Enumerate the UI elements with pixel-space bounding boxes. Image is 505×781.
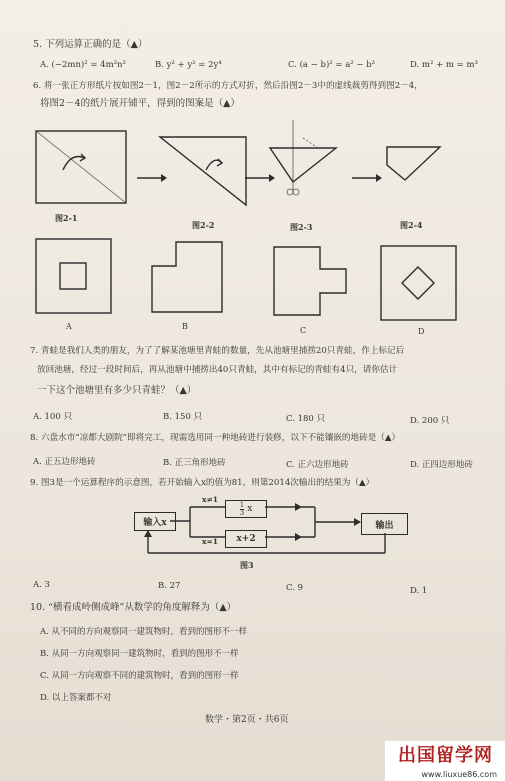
watermark-title: 出国留学网 — [398, 745, 493, 766]
q9-option-d[interactable]: D. 1 — [410, 586, 428, 596]
answer-label-c: C — [300, 326, 307, 335]
q9-option-b[interactable]: B. 27 — [158, 581, 181, 591]
op-top-variable: x — [247, 504, 253, 514]
q9-stem: 9. 图3是一个运算程序的示意图，若开始输入x的值为81，则第2014次输出的结果为（▲） — [30, 478, 375, 488]
q5-option-c[interactable]: C. (a − b)² = a² − b² — [288, 60, 376, 70]
q7-option-c[interactable]: C. 180 只 — [286, 414, 326, 424]
q9-option-c[interactable]: C. 9 — [286, 583, 304, 593]
q10-option-a[interactable]: A. 从不同的方向观察同一建筑物时，看到的图形不一样 — [40, 627, 248, 637]
flow-op-bottom-box: x+2 — [225, 530, 267, 548]
q9-option-a[interactable]: A. 3 — [33, 580, 50, 590]
figure-2-4 — [385, 145, 445, 185]
caption-fig-2-2: 图2-2 — [192, 220, 215, 230]
op-top-numerator: 1 — [239, 500, 245, 509]
answer-label-d: D — [418, 327, 425, 336]
q7-line1: 7. 青蛙是我们人类的朋友，为了了解某池塘里青蛙的数量，先从池塘里捕捞20只青蛙，作上标记后 — [30, 346, 405, 356]
q8-stem: 8. 六盘水市“凉都大剧院”即将完工，现需选用同一种地砖进行装修，以下不能镶嵌的地砖是（▲） — [30, 433, 401, 443]
q7-option-b[interactable]: B. 150 只 — [163, 412, 203, 422]
q10-option-b[interactable]: B. 从同一方向观察同一建筑物时，看到的图形不一样 — [40, 649, 239, 659]
figure-2-2 — [158, 135, 253, 210]
q10-stem: 10. “横看成岭侧成峰”从数学的角度解释为（▲） — [30, 602, 237, 613]
q7-option-a[interactable]: A. 100 只 — [33, 412, 72, 422]
answer-figure-c[interactable] — [272, 245, 352, 320]
q6-stem-line2: 将图2－4的纸片展开铺平，得到的图案是（▲） — [40, 98, 240, 109]
answer-figure-b[interactable] — [150, 240, 230, 318]
answer-label-b: B — [182, 322, 188, 331]
q7-option-d[interactable]: D. 200 只 — [410, 416, 450, 426]
q10-option-d[interactable]: D. 以上答案都不对 — [40, 693, 112, 703]
q8-option-a[interactable]: A. 正五边形地砖 — [33, 457, 96, 467]
q5-option-a[interactable]: A. (−2mn)² = 4m²n² — [40, 60, 126, 70]
q8-option-d[interactable]: D. 正四边形地砖 — [410, 460, 473, 470]
caption-fig-2-1: 图2-1 — [55, 213, 78, 223]
q5-option-b[interactable]: B. y² + y² = 2y⁴ — [155, 60, 222, 70]
q7-line3: 一下这个池塘里有多少只青蛙？（▲） — [37, 385, 197, 396]
op-top-denominator: 3 — [239, 508, 245, 517]
caption-fig-2-3: 图2-3 — [290, 222, 313, 232]
page-footer: 数学・第2页・共6页 — [205, 715, 289, 725]
answer-figure-d[interactable] — [380, 245, 460, 323]
caption-fig-2-4: 图2-4 — [400, 220, 423, 230]
q7-line2: 放回池塘，经过一段时间后，再从池塘中捕捞出40只青蛙，其中有标记的青蛙有4只，请你估计 — [37, 365, 398, 375]
q10-option-c[interactable]: C. 从同一方向观察不同的建筑物时，看到的图形一样 — [40, 671, 239, 681]
flow-cond-top: x≠1 — [202, 495, 218, 504]
figure-2-3 — [268, 120, 343, 215]
flow-cond-bottom: x=1 — [202, 537, 218, 546]
figure-2-1 — [35, 130, 130, 205]
answer-label-a: A — [66, 322, 72, 331]
caption-fig-3: 图3 — [240, 560, 254, 570]
arrow-right-3 — [352, 173, 382, 183]
q8-option-c[interactable]: C. 正六边形地砖 — [286, 460, 349, 470]
q5-stem: 5. 下列运算正确的是（▲） — [33, 39, 148, 50]
flow-op-top-box — [225, 500, 267, 518]
answer-figure-a[interactable] — [35, 238, 115, 316]
q6-stem-line1: 6. 将一张正方形纸片按如图2－1，图2－2所示的方式对折，然后沿图2－3中的虚线裁剪得到图2－4， — [33, 81, 423, 91]
q5-option-d[interactable]: D. m² + m = m³ — [410, 60, 478, 70]
flow-output-box: 输出 — [361, 513, 408, 535]
flow-input-box: 输入x — [134, 512, 176, 531]
watermark-url: www.liuxue86.com — [421, 770, 497, 779]
q8-option-b[interactable]: B. 正三角形地砖 — [163, 458, 226, 468]
